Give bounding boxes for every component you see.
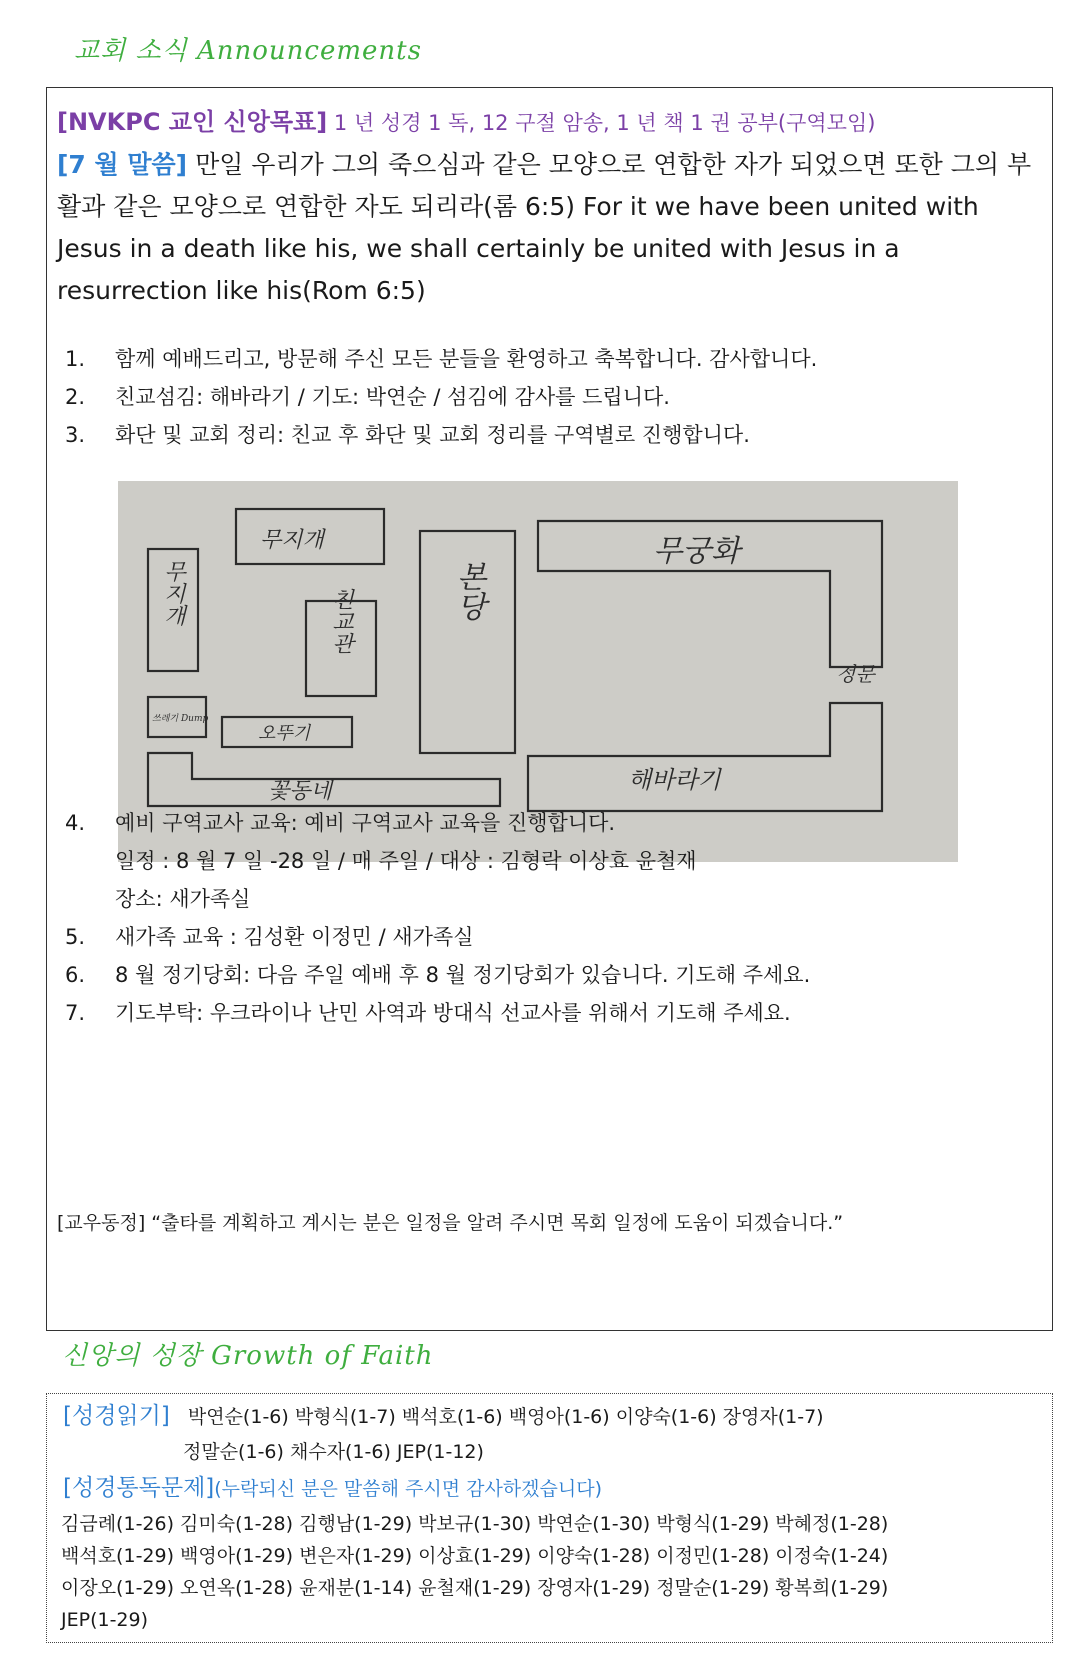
member-news: [교우동정] “출타를 계획하고 계시는 분은 일정을 알려 주시면 목회 일정에 도움이 되겠습니다.”	[57, 1212, 844, 1234]
map-label: 정문	[836, 662, 875, 686]
map-label: 쓰레기 Dump	[152, 714, 209, 724]
quiz-row	[63, 1472, 602, 1505]
quiz-line: 이장오(1-29) 오연옥(1-28) 윤재분(1-14) 윤철재(1-29) 장영자(1-29) 정말순(1-29) 황복희(1-29)	[61, 1577, 889, 1599]
list-item	[65, 918, 697, 956]
map-label: 무지개	[260, 528, 324, 553]
announcements-box	[46, 87, 1053, 1331]
reading-label: [성경읽기]	[63, 1403, 170, 1429]
item-text: 친교섬김: 해바라기 / 기도: 박연순 / 섬김에 감사를 드립니다.	[115, 385, 670, 409]
list-item	[65, 956, 811, 994]
map-label: 무지개	[160, 560, 186, 626]
item-number: 6.	[65, 963, 86, 987]
item-text: 기도부탁: 우크라이나 난민 사역과 방대식 선교사를 위해서 기도해 주세요.	[115, 1001, 791, 1025]
monthly-verse-text: 만일 우리가 그의 죽으심과 같은 모양으로 연합한 자가 되었으면 또한 그의 부활과 같은 모양으로 연합한 자도 되리라(롬 6:5) For it we have been united with Jesus in a death like his, we shall certainly be united with Jesus in a resurrection like his(Rom 6:5)	[57, 150, 1032, 305]
map-label: 해바라기	[628, 766, 721, 794]
faith-goal-label: [NVKPC 교인 신앙목표]	[57, 108, 328, 136]
map-label: 꽃동네	[268, 779, 332, 804]
monthly-verse-label: [7 월 말씀]	[57, 150, 188, 179]
reading-line: 정말순(1-6) 채수자(1-6) JEP(1-12)	[183, 1441, 484, 1463]
item-number: 4.	[65, 811, 86, 835]
growth-box	[46, 1393, 1053, 1643]
reading-line: 박연순(1-6) 박형식(1-7) 백석호(1-6) 백영아(1-6) 이양숙(1-6) 장영자(1-7)	[187, 1406, 824, 1428]
item-text: 새가족 교육 : 김성환 이정민 / 새가족실	[115, 925, 474, 949]
map-label: 본당	[450, 561, 486, 621]
growth-title: 신앙의 성장 Growth of Faith	[62, 1341, 434, 1371]
map-label: 친교관	[328, 588, 354, 654]
announcement-list-bottom	[65, 804, 811, 1032]
item-text: 8 월 정기당회: 다음 주일 예배 후 8 월 정기당회가 있습니다. 기도해 주세요.	[115, 963, 811, 987]
faith-goal	[57, 102, 875, 137]
map-label: 무궁화	[653, 534, 740, 569]
reading-row	[63, 1400, 824, 1433]
faith-goal-text: 1 년 성경 1 독, 12 구절 암송, 1 년 책 1 권 공부(구역모임)	[333, 111, 876, 135]
item-number: 3.	[65, 423, 86, 447]
item-number: 5.	[65, 925, 86, 949]
list-item	[65, 804, 697, 842]
quiz-label: [성경통독문제]	[63, 1475, 215, 1501]
item-number: 1.	[65, 347, 86, 371]
monthly-verse	[57, 144, 1047, 312]
list-item	[65, 994, 791, 1032]
announcements-title: 교회 소식 Announcements	[74, 36, 422, 66]
item-number: 7.	[65, 1001, 86, 1025]
item-text: 함께 예배드리고, 방문해 주신 모든 분들을 환영하고 축복합니다. 감사합니다.	[115, 347, 818, 371]
quiz-line: 백석호(1-29) 백영아(1-29) 변은자(1-29) 이상효(1-29) 이양숙(1-28) 이정민(1-28) 이정숙(1-24)	[61, 1545, 889, 1567]
list-subitem: 일정 : 8 월 7 일 -28 일 / 매 주일 / 대상 : 김형락 이상효 윤철재	[115, 849, 697, 873]
list-subitem: 장소: 새가족실	[115, 887, 251, 911]
quiz-line: 김금례(1-26) 김미숙(1-28) 김행남(1-29) 박보규(1-30) 박연순(1-30) 박형식(1-29) 박혜정(1-28)	[61, 1513, 889, 1535]
item-text: 예비 구역교사 교육: 예비 구역교사 교육을 진행합니다.	[115, 811, 616, 835]
item-number: 2.	[65, 385, 86, 409]
map-label: 오뚜기	[258, 723, 311, 744]
area-box	[528, 703, 882, 811]
quiz-note: (누락되신 분은 말씀해 주시면 감사하겠습니다)	[214, 1478, 602, 1500]
item-text: 화단 및 교회 정리: 친교 후 화단 및 교회 정리를 구역별로 진행합니다.	[115, 423, 750, 447]
quiz-line: JEP(1-29)	[61, 1609, 149, 1631]
